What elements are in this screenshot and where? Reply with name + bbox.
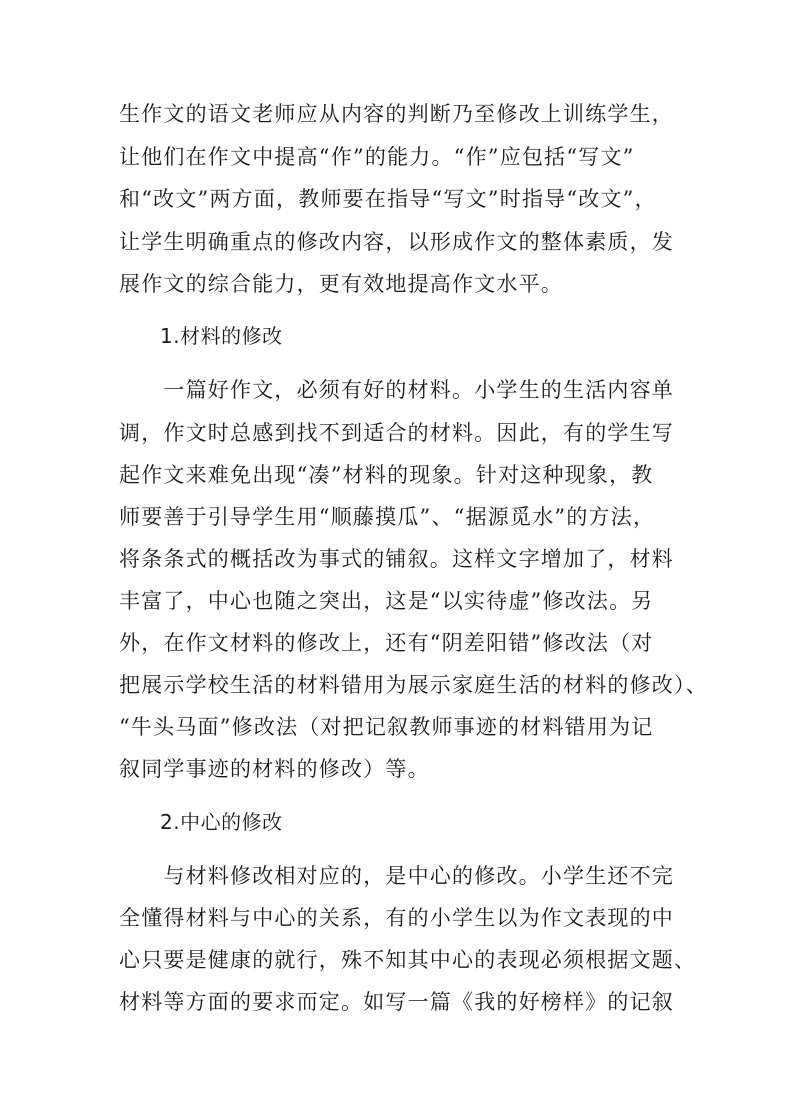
section1-line-6: 丰富了，中心也随之突出，这是“以实待虚”修改法。另: [119, 589, 654, 613]
intro-line-5: 展作文的综合能力，更有效地提高作文水平。: [119, 272, 563, 296]
intro-line-4: 让学生明确重点的修改内容，以形成作文的整体素质，发: [119, 230, 674, 254]
section1-line-8: 把展示学校生活的材料错用为展示家庭生活的材料的修改）、: [119, 673, 708, 697]
section1-line-4: 师要善于引导学生用“顺藤摸瓜”、“据源觅水”的方法，: [119, 505, 656, 529]
section1-line-2: 调，作文时总感到找不到适合的材料。因此，有的学生写: [119, 421, 674, 445]
section-heading-theme: 2.中心的修改: [160, 810, 283, 834]
section1-line-1: 一篇好作文，必须有好的材料。小学生的生活内容单: [119, 378, 674, 402]
section2-line-1: 与材料修改相对应的，是中心的修改。小学生还不完: [119, 864, 674, 888]
section1-line-7: 外，在作文材料的修改上，还有“阴差阳错”修改法（对: [119, 631, 654, 655]
section2-line-2: 全懂得材料与中心的关系，有的小学生以为作文表现的中: [119, 906, 674, 930]
intro-line-2: 让他们在作文中提高“作”的能力。“作”应包括“写文”: [119, 145, 635, 169]
section1-line-10: 叙同学事迹的材料的修改）等。: [119, 757, 430, 781]
intro-line-3: 和“改文”两方面，教师要在指导“写文”时指导“改文”，: [119, 187, 657, 211]
intro-line-1: 生作文的语文老师应从内容的判断乃至修改上训练学生，: [119, 102, 674, 126]
section1-line-5: 将条条式的概括改为事式的铺叙。这样文字增加了，材料: [119, 547, 674, 571]
section1-line-3: 起作文来难免出现“凑”材料的现象。针对这种现象，教: [119, 463, 654, 487]
section-heading-materials: 1.材料的修改: [160, 324, 283, 348]
section2-line-3: 心只要是健康的就行，殊不知其中心的表现必须根据文题、: [119, 948, 697, 972]
section1-line-9: “牛头马面”修改法（对把记叙教师事迹的材料错用为记: [119, 715, 654, 739]
section2-line-4: 材料等方面的要求而定。如写一篇《我的好榜样》的记叙: [119, 990, 674, 1014]
